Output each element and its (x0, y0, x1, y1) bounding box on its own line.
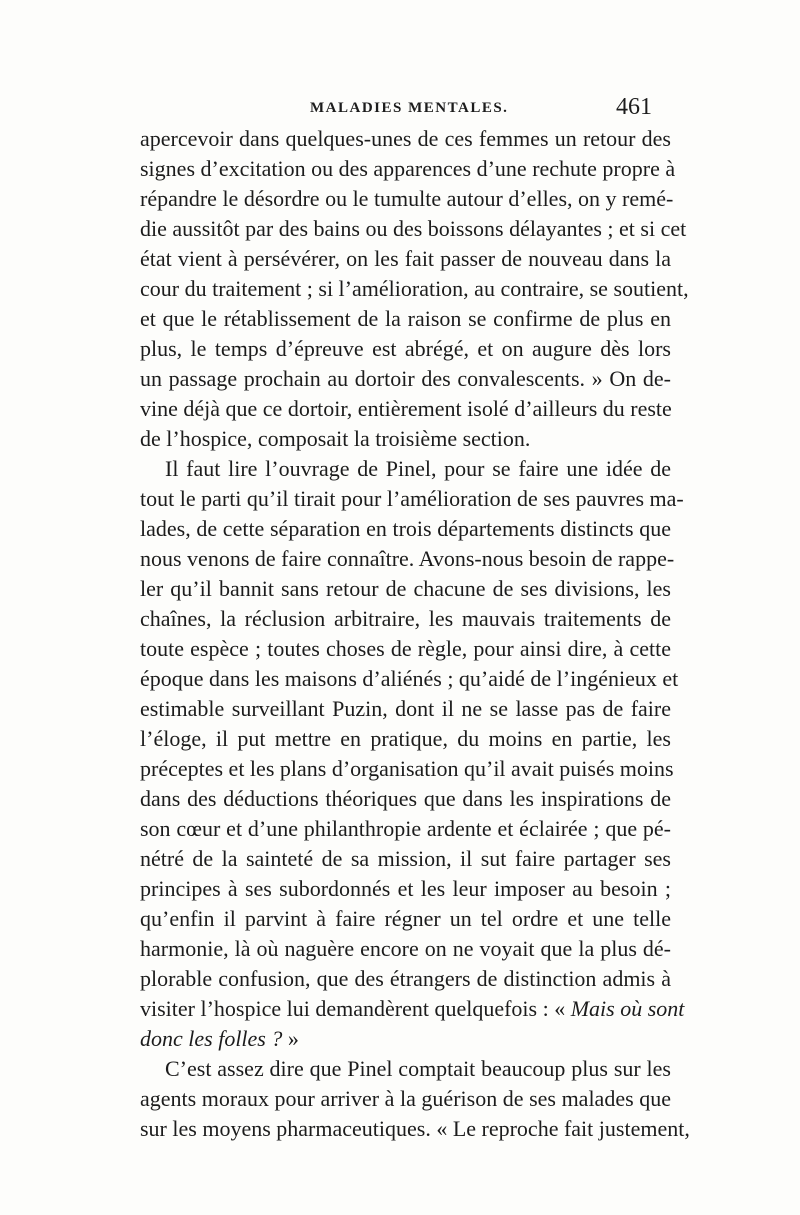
text-line-22: préceptes et les plans d’organisation qu’il avait puisés moins (140, 756, 674, 781)
quote-italic-part-1: Mais où sont (570, 996, 685, 1021)
text-line-26: principes à ses subordonnés et les leur imposer au besoin ; (140, 876, 671, 901)
text-line-33: agents moraux pour arriver à la guérison de ses malades que (140, 1086, 671, 1111)
text-line-15: nous venons de faire connaître. Avons-nous besoin de rappe- (140, 546, 675, 571)
text-line-25: nétré de la sainteté de sa mission, il sut faire partager ses (140, 846, 671, 871)
text-line-1: apercevoir dans quelques-unes de ces femmes un retour des (140, 126, 671, 151)
running-title: MALADIES MENTALES. (310, 100, 509, 116)
text-line-8: plus, le temps d’épreuve est abrégé, et on augure dès lors (140, 336, 671, 361)
text-line-11: de l’hospice, composait la troisième section. (140, 426, 531, 451)
text-line-24: son cœur et d’une philanthropie ardente et éclairée ; que pé- (140, 816, 671, 841)
text-line-6: cour du traitement ; si l’amélioration, au contraire, se soutient, (140, 276, 689, 301)
text-line-23: dans des déductions théoriques que dans les inspirations de (140, 786, 671, 811)
running-head (140, 96, 656, 126)
text-line-21: l’éloge, il put mettre en pratique, du moins en partie, les (140, 726, 671, 751)
text-line-17: chaînes, la réclusion arbitraire, les mauvais traitements de (140, 606, 671, 631)
text-line-3: répandre le désordre ou le tumulte autour d’elles, on y remé- (140, 186, 674, 211)
text-line-20: estimable surveillant Puzin, dont il ne se lasse pas de faire (140, 696, 671, 721)
body-text (140, 124, 690, 1144)
text-line-14: lades, de cette séparation en trois départements distincts que (140, 516, 671, 541)
text-line-34: sur les moyens pharmaceutiques. « Le reproche fait justement, (140, 1116, 690, 1141)
text-line-16: ler qu’il bannit sans retour de chacune de ses divisions, les (140, 576, 671, 601)
text-line-13: tout le parti qu’il tirait pour l’amélioration de ses pauvres ma- (140, 486, 684, 511)
text-line-10: vine déjà que ce dortoir, entièrement isolé d’ailleurs du reste (140, 396, 672, 421)
text-line-31 (140, 1024, 671, 1054)
text-line-32: C’est assez dire que Pinel comptait beaucoup plus sur les (165, 1056, 671, 1081)
closing-quote-mark: » (287, 1026, 299, 1051)
text-line-4: die aussitôt par des bains ou des boissons délayantes ; et si cet (140, 216, 687, 241)
text-line-5: état vient à persévérer, on les fait passer de nouveau dans la (140, 246, 671, 271)
text-line-19: époque dans les maisons d’aliénés ; qu’aidé de l’ingénieux et (140, 666, 679, 691)
text-line-30-plain: visiter l’hospice lui demandèrent quelquefois : « (140, 996, 566, 1021)
page-number: 461 (616, 94, 652, 120)
text-line-7: et que le rétablissement de la raison se confirme de plus en (140, 306, 671, 331)
text-line-12: Il faut lire l’ouvrage de Pinel, pour se faire une idée de (165, 456, 671, 481)
quote-italic-part-2: donc les folles ? (140, 1026, 283, 1051)
text-line-30 (140, 994, 685, 1024)
text-line-9: un passage prochain au dortoir des convalescents. » On de- (140, 366, 671, 391)
text-line-2: signes d’excitation ou des apparences d’une rechute propre à (140, 156, 676, 181)
text-line-27: qu’enfin il parvint à faire régner un tel ordre et une telle (140, 906, 671, 931)
text-line-18: toute espèce ; toutes choses de règle, pour ainsi dire, à cette (140, 636, 671, 661)
text-line-29: plorable confusion, que des étrangers de distinction admis à (140, 966, 671, 991)
text-line-28: harmonie, là où naguère encore on ne voyait que la plus dé- (140, 936, 671, 961)
